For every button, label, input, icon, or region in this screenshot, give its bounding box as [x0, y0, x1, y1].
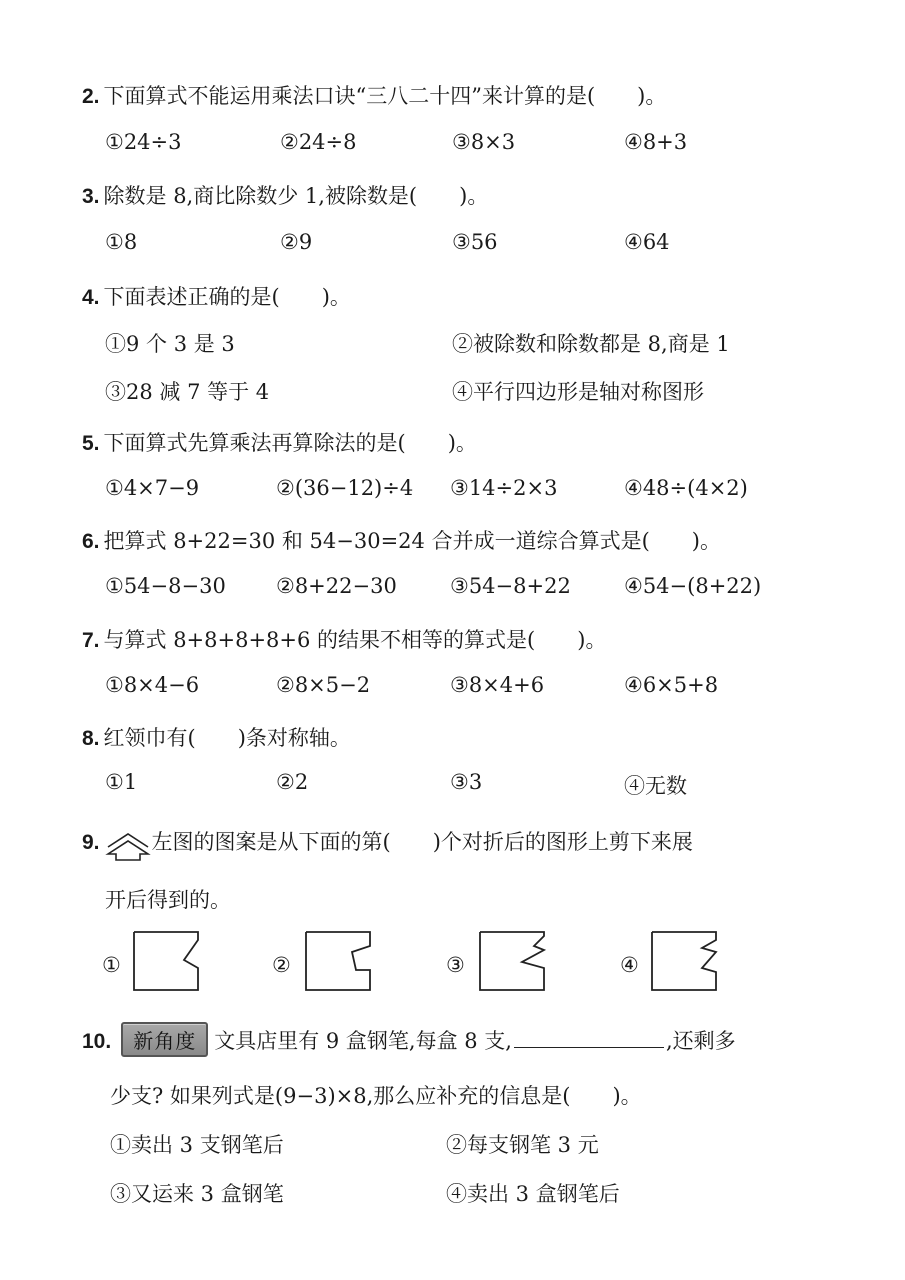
question-9-continuation: 开后得到的。 — [105, 888, 231, 912]
option-1[interactable]: ①54−8−30 — [105, 574, 226, 598]
option-2[interactable]: ② — [272, 953, 291, 977]
option-4[interactable]: ④48÷(4×2) — [624, 476, 748, 500]
question-number: 5. — [82, 432, 100, 455]
option-3[interactable]: ③又运来 3 盒钢笔 — [110, 1182, 284, 1206]
question-number: 3. — [82, 185, 100, 208]
folded-shape-4[interactable] — [650, 930, 722, 992]
question-10 — [82, 1022, 736, 1057]
option-1[interactable]: ①卖出 3 支钢笔后 — [110, 1133, 284, 1157]
question-number: 9. — [82, 831, 100, 854]
option-4[interactable]: ④平行四边形是轴对称图形 — [452, 380, 704, 404]
option-3[interactable]: ③14÷2×3 — [450, 476, 558, 500]
option-1[interactable]: ①9 个 3 是 3 — [105, 332, 235, 356]
option-3[interactable]: ③56 — [452, 230, 498, 254]
question-stem: 文具店里有 9 盒钢笔,每盒 8 支, — [214, 1029, 512, 1053]
question-stem: 左图的图案是从下面的第( )个对折后的图形上剪下来展 — [151, 830, 693, 854]
option-1[interactable]: ①8 — [105, 230, 138, 254]
question-stem: 下面表述正确的是( )。 — [103, 285, 351, 309]
question-number: 6. — [82, 530, 100, 553]
answer-blank[interactable] — [514, 1029, 664, 1048]
option-2[interactable]: ②8+22−30 — [276, 574, 397, 598]
question-number: 8. — [82, 727, 100, 750]
option-2[interactable]: ②每支钢笔 3 元 — [446, 1133, 599, 1157]
option-3[interactable]: ③3 — [450, 770, 483, 794]
question-stem: 下面算式先算乘法再算除法的是( )。 — [103, 431, 477, 455]
option-2[interactable]: ②(36−12)÷4 — [276, 476, 414, 500]
question-9 — [82, 826, 693, 857]
option-2[interactable]: ②24÷8 — [280, 130, 357, 154]
option-3[interactable]: ③8×4+6 — [450, 673, 545, 697]
option-1[interactable]: ①8×4−6 — [105, 673, 200, 697]
option-2[interactable]: ②9 — [280, 230, 313, 254]
option-1[interactable]: ①24÷3 — [105, 130, 182, 154]
question-5 — [82, 427, 477, 457]
question-8 — [82, 722, 351, 752]
folded-shape-1[interactable] — [132, 930, 204, 992]
option-4[interactable]: ④54−(8+22) — [624, 574, 762, 598]
option-1[interactable]: ①4×7−9 — [105, 476, 200, 500]
question-stem: 除数是 8,商比除数少 1,被除数是( )。 — [103, 184, 489, 208]
question-3 — [82, 180, 488, 210]
option-2[interactable]: ②8×5−2 — [276, 673, 371, 697]
question-stem-tail: ,还剩多 — [665, 1029, 736, 1053]
arrow-pattern-icon — [104, 831, 152, 861]
question-stem: 红领巾有( )条对称轴。 — [103, 726, 351, 750]
option-2[interactable]: ②被除数和除数都是 8,商是 1 — [452, 332, 730, 356]
option-3[interactable]: ③28 减 7 等于 4 — [105, 380, 270, 404]
question-6 — [82, 525, 721, 555]
new-angle-badge: 新角度 — [121, 1022, 208, 1057]
option-1[interactable]: ① — [102, 953, 121, 977]
question-number: 2. — [82, 85, 100, 108]
option-4[interactable]: ④无数 — [624, 774, 687, 798]
question-number: 4. — [82, 286, 100, 309]
option-4[interactable]: ④卖出 3 盒钢笔后 — [446, 1182, 620, 1206]
question-stem: 与算式 8+8+8+8+6 的结果不相等的算式是( )。 — [103, 628, 607, 652]
option-1[interactable]: ①1 — [105, 770, 138, 794]
question-number: 7. — [82, 629, 100, 652]
arrow-pattern-figure — [104, 831, 152, 857]
option-4[interactable]: ④64 — [624, 230, 670, 254]
option-4[interactable]: ④ — [620, 953, 639, 977]
question-2 — [82, 80, 666, 110]
folded-shape-2[interactable] — [304, 930, 376, 992]
question-7 — [82, 624, 606, 654]
question-stem: 把算式 8+22=30 和 54−30=24 合并成一道综合算式是( )。 — [103, 529, 721, 553]
question-10-continuation: 少支? 如果列式是(9−3)×8,那么应补充的信息是( )。 — [110, 1084, 642, 1108]
question-4 — [82, 281, 351, 311]
folded-shape-3[interactable] — [478, 930, 550, 992]
option-3[interactable]: ③8×3 — [452, 130, 516, 154]
option-2[interactable]: ②2 — [276, 770, 309, 794]
option-4[interactable]: ④8+3 — [624, 130, 688, 154]
option-3[interactable]: ③ — [446, 953, 465, 977]
question-number: 10. — [82, 1030, 112, 1053]
option-3[interactable]: ③54−8+22 — [450, 574, 571, 598]
question-stem: 下面算式不能运用乘法口诀“三八二十四”来计算的是( )。 — [103, 84, 667, 108]
option-4[interactable]: ④6×5+8 — [624, 673, 719, 697]
